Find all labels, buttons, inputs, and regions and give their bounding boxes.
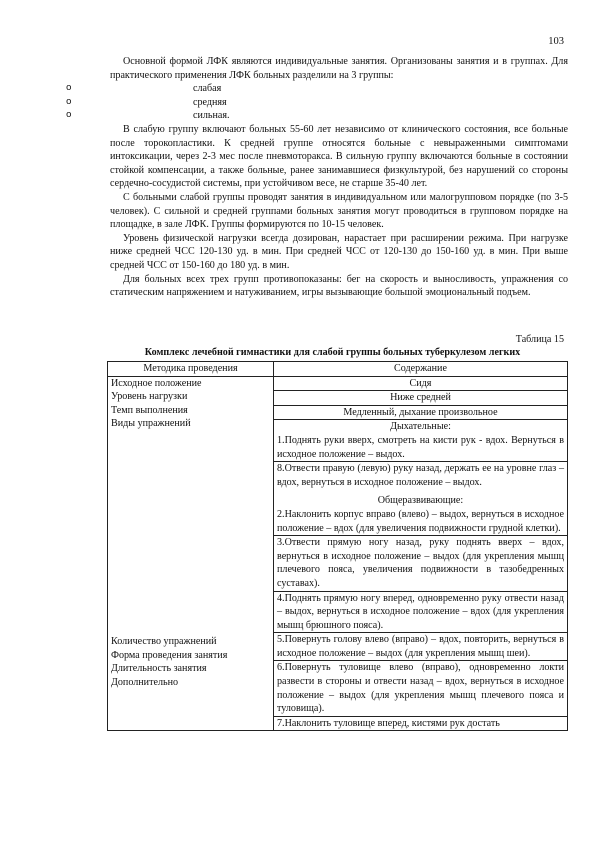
content-position: Сидя <box>274 377 567 392</box>
paragraph-contraindications: Для больных всех трех групп противопоказаны: бег на скорость и выносливость, упражнения со статическим напряжением и натуживанием, игры вызывающие большой эмоциональный подъем. <box>110 273 568 299</box>
exercise-table <box>107 361 568 731</box>
exercise-item: 7.Наклонить туловище вперед, кистями рук достать <box>277 717 500 729</box>
method-label: Уровень нагрузки <box>111 391 188 403</box>
paragraph-intro: Основной формой ЛФК являются индивидуальные занятия. Организованы занятия и в группах. Для практического применения ЛФК больных разделили на 3 группы: <box>110 56 568 81</box>
group-label: сильная. <box>193 110 230 122</box>
paragraph-groups: В слабую группу включают больных 55-60 лет независимо от клинического состояния, все больные после торокопластики. К средней группе относятся больные с невыраженными симптомами интоксикации, через 2-3 мес после пневмоторакса. В сильную группу включаются больные в состоянии стойкой компенсации, а также больные, ранее занимавшиеся физкультурой, без нарушений со стороны сердечно-сосудистой системы, при устойчивом весе, не старше 35-40 лет. <box>110 123 568 190</box>
list-item <box>66 82 568 96</box>
list-item <box>66 96 568 110</box>
exercise-item: 6.Повернуть туловище влево (вправо), одновременно локти развести в стороны и отвести назад – вдох, вернуться в исходное положение – выдох (для укрепления мышц плечевого пояса и туловища). <box>274 661 567 716</box>
content-load: Ниже средней <box>274 391 567 406</box>
exercise-item: 5.Повернуть голову влево (вправо) – вдох, повторить, вернуться в исходное положение – выдох (для укрепления мышц шеи). <box>274 633 567 661</box>
exercise-item: 1.Поднять руки вверх, смотреть на кисти рук - вдох. Вернуться в исходное положение – выдох. <box>274 434 567 462</box>
table-title: Комплекс лечебной гимнастики для слабой группы больных туберкулезом легких <box>144 347 521 358</box>
body-text <box>66 55 568 300</box>
exercise-item: 4.Поднять прямую ногу вперед, одновременно руку отвести назад – выдох, вернуться в исходное положение – вдох (для укрепления мышц брюшного пояса). <box>274 592 567 634</box>
bullet-circle-icon: o <box>66 96 72 107</box>
method-label: Количество упражнений <box>111 635 217 647</box>
header-method: Методика проведения <box>108 362 274 377</box>
list-item <box>66 109 568 123</box>
table-caption: Таблица 15 <box>515 334 564 345</box>
method-label: Дополнительно <box>111 676 179 688</box>
paragraph-load: Уровень физической нагрузки всегда дозирован, нарастает при расширении режима. При нагрузке ниже средней ЧСС 120-130 уд. в мин. При средней ЧСС от 120-130 до 150-160 уд. в мин. При выше средней ЧСС от 150-160 до 180 уд. в мин. <box>110 232 568 271</box>
group-list <box>66 82 568 123</box>
bullet-circle-icon: o <box>66 83 72 94</box>
bullet-circle-icon: o <box>66 110 72 121</box>
group-label: средняя <box>193 96 227 108</box>
content-tempo: Медленный, дыхание произвольное <box>274 406 567 421</box>
method-column <box>108 376 274 731</box>
paragraph-sessions: С больными слабой группы проводят занятия в индивидуальном или малогрупповом порядке (по 3-5 человек). С сильной и средней группами больных занятия могут проводиться в групповом порядке на площадке, в зале ЛФК. Группы формируются по 10-15 человек. <box>110 191 568 231</box>
page-number: 103 <box>548 36 564 47</box>
general-heading: Общеразвивающие: <box>377 495 464 507</box>
content-column <box>274 376 568 731</box>
exercise-item: 8.Отвести правую (левую) руку назад, держать ее на уровне глаз – вдох, вернуться в исходное положение – выдох. <box>277 463 564 488</box>
group-label: слабая <box>193 83 222 95</box>
method-label: Длительность занятия <box>111 663 207 675</box>
exercise-item: 2.Наклонить корпус вправо (влево) – выдох, вернуться в исходное положение – вдох (для увеличения подвижности грудной клетки). <box>274 508 567 536</box>
method-label: Форма проведения занятия <box>111 649 228 661</box>
method-label: Исходное положение <box>111 377 202 389</box>
table-header-row <box>108 362 568 377</box>
exercise-item: 3.Отвести прямую ногу назад, руку поднять вверх – вдох, вернуться в исходное положение – выдох (для укрепления мышц плечевого пояса, увеличения подвижности в тазобедренных суставах). <box>274 536 567 591</box>
header-content: Содержание <box>274 362 568 377</box>
method-label: Виды упражнений <box>111 418 191 430</box>
column-spacer <box>111 431 270 635</box>
method-label: Темп выполнения <box>111 404 188 416</box>
breathing-heading: Дыхательные: <box>390 421 451 433</box>
table-row <box>108 376 568 731</box>
